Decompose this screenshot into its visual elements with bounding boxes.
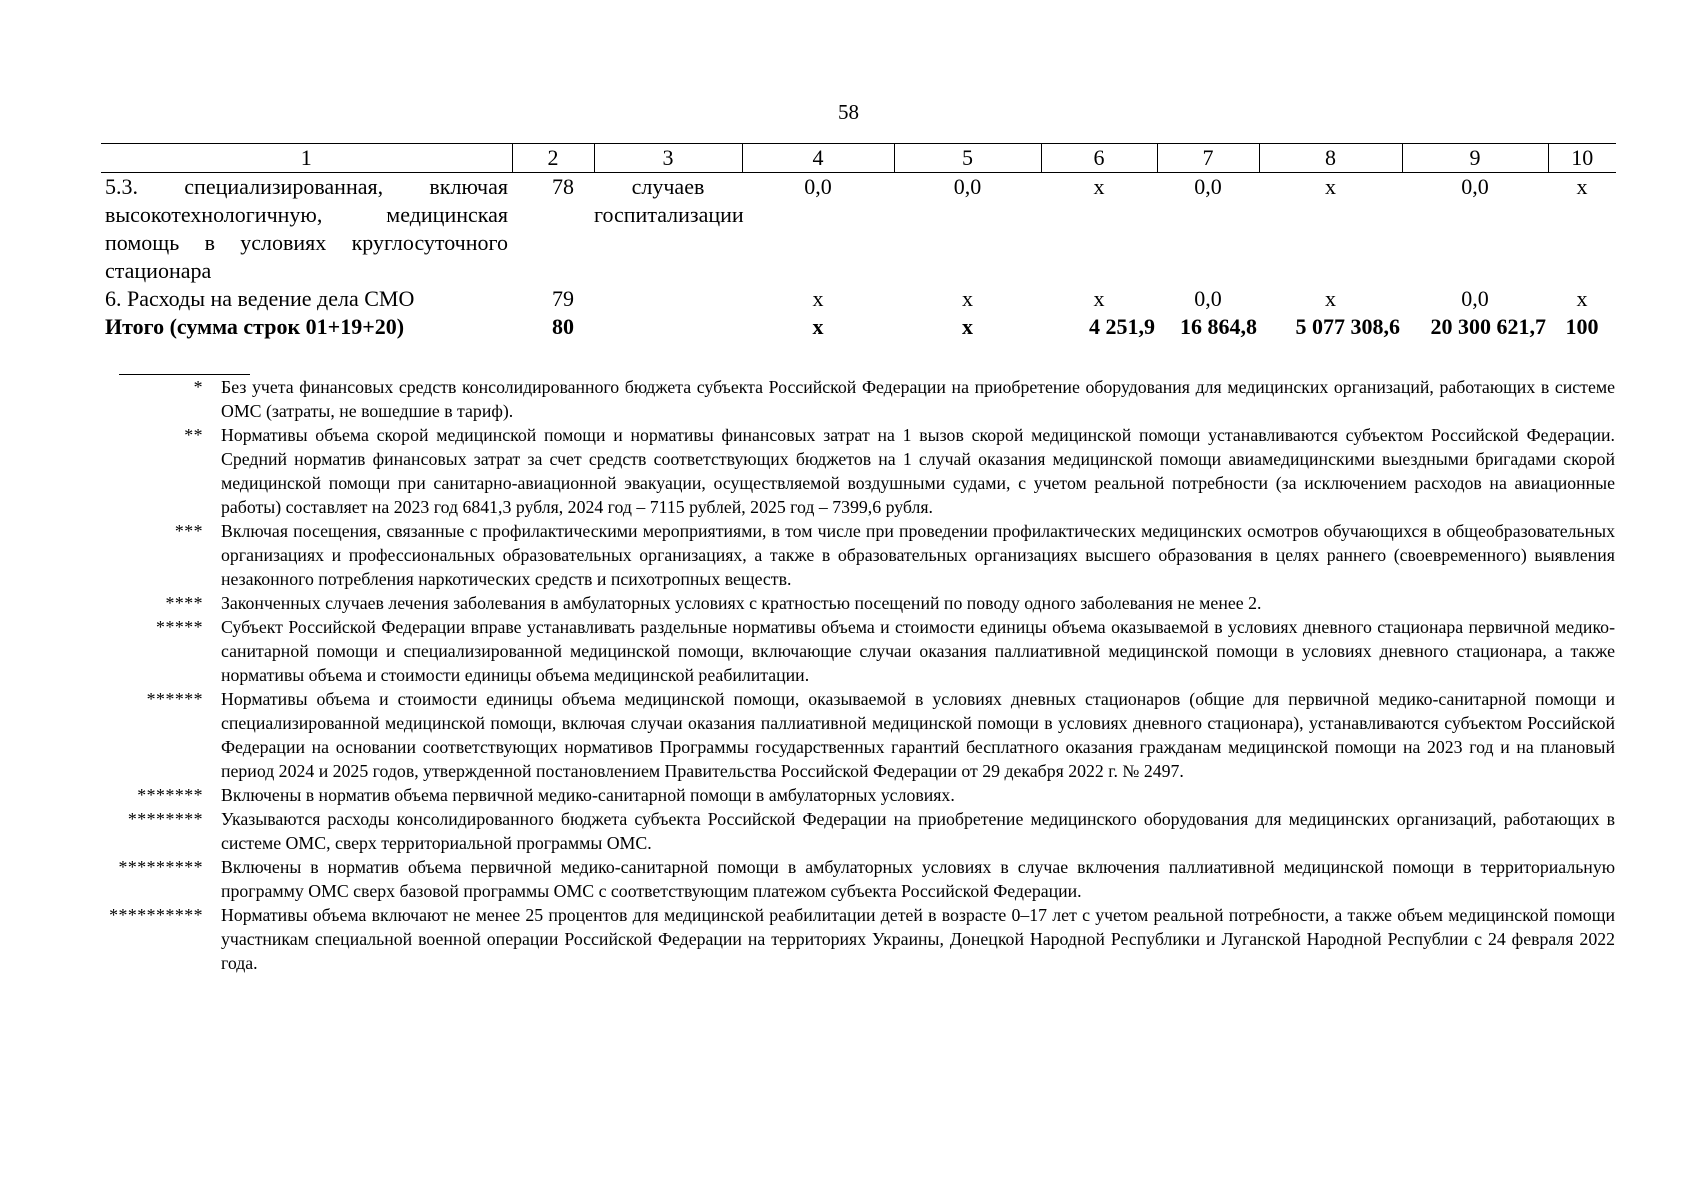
data-table	[101, 143, 1616, 341]
cell-col-4: х	[812, 286, 824, 311]
cell-col-4: х	[812, 314, 824, 339]
footnote	[80, 375, 1615, 423]
page-number: 58	[838, 100, 859, 124]
cell-col-7: 16 864,8	[1180, 314, 1257, 339]
footnote-mark: ****	[165, 593, 203, 613]
cell-col-7: 0,0	[1194, 174, 1222, 199]
footnote-text: Без учета финансовых средств консолидированного бюджета субъекта Российской Федерации на приобретение оборудования для медицинских организаций, работающих в системе ОМС (затраты, не вошедшие в тариф).	[221, 377, 1615, 421]
cell-col-10: х	[1576, 286, 1588, 311]
cell-col-8: 5 077 308,6	[1295, 314, 1400, 339]
column-header-8: 8	[1259, 144, 1402, 173]
footnote-mark: ********	[127, 809, 203, 829]
column-header-4: 4	[742, 144, 894, 173]
header-row	[101, 144, 1616, 173]
footnote	[80, 423, 1615, 519]
footnote	[80, 519, 1615, 591]
column-header-7: 7	[1157, 144, 1259, 173]
table-row-total	[101, 313, 1616, 341]
cell-col-6: 4 251,9	[1089, 314, 1155, 339]
column-header-10: 10	[1548, 144, 1616, 173]
cell-col-6: х	[1093, 286, 1105, 311]
footnote-text: Включены в норматив объема первичной медико-санитарной помощи в амбулаторных условиях в случае включения паллиативной медицинской помощи в территориальную программу ОМС сверх базовой программы ОМС с соответствующим платежом субъекта Российской Федерации.	[221, 857, 1615, 901]
row-label: 6. Расходы на ведение дела СМО	[105, 286, 415, 311]
footnote-mark: *	[193, 377, 203, 397]
cell-col-10: 100	[1565, 314, 1599, 339]
footnote-text: Нормативы объема и стоимости единицы объема медицинской помощи, оказываемой в условиях дневных стационаров (общие для первичной медико-санитарной помощи и специализированной медицинской помощи, включая случаи оказания паллиативной медицинской помощи в условиях дневного стационара), устанавливаются субъектом Российской Федерации на основании соответствующих нормативов Программы государственных гарантий бесплатного оказания гражданам медицинской помощи на 2023 год и на плановый период 2024 и 2025 годов, утвержденной постановлением Правительства Российской Федерации от 29 декабря 2022 г. № 2497.	[221, 689, 1615, 781]
footnote-text: Законченных случаев лечения заболевания в амбулаторных условиях с кратностью посещений по поводу одного заболевания не менее 2.	[221, 593, 1262, 613]
row-unit: случаев госпитализации	[594, 174, 744, 227]
footnote-mark: **********	[109, 905, 203, 925]
column-header-5: 5	[894, 144, 1041, 173]
column-header-9: 9	[1402, 144, 1548, 173]
cell-col-5: х	[962, 314, 973, 339]
cell-col-7: 0,0	[1194, 286, 1222, 311]
footnote	[80, 687, 1615, 783]
cell-col-8: х	[1325, 174, 1336, 199]
footnote-text: Субъект Российской Федерации вправе устанавливать раздельные нормативы объема и стоимости единицы объема оказываемой в условиях дневного стационара первичной медико-санитарной помощи и специализированной медицинской помощи, включающие случаи оказания паллиативной медицинской помощи в условиях дневного стационара, а также нормативы объема и стоимости единицы объема медицинской реабилитации.	[221, 617, 1615, 685]
cell-col-5: х	[962, 286, 973, 311]
footnote-text: Включая посещения, связанные с профилактическими мероприятиями, в том числе при проведении профилактических медицинских осмотров обучающихся в общеобразовательных организациях и профессиональных образовательных организациях, а также в образовательных организациях высшего образования в целях раннего (своевременного) выявления незаконного потребления наркотических средств и психотропных веществ.	[221, 521, 1615, 589]
column-header-1: 1	[101, 144, 512, 173]
cell-col-10: х	[1576, 174, 1588, 199]
column-header-6: 6	[1041, 144, 1157, 173]
row-label: Итого (сумма строк 01+19+20)	[105, 314, 405, 339]
footnote-text: Указываются расходы консолидированного бюджета субъекта Российской Федерации на приобретение медицинского оборудования для медицинских организаций, работающих в системе ОМС, сверх территориальной программы ОМС.	[221, 809, 1615, 853]
row-code: 78	[552, 174, 574, 199]
footnote-mark: ******	[146, 689, 203, 709]
footnotes	[80, 375, 1615, 975]
footnote-text: Включены в норматив объема первичной медико-санитарной помощи в амбулаторных условиях.	[221, 785, 955, 805]
row-label: 5.3. специализированная, включая высокотехнологичную, медицинская помощь в условиях круглосуточного стационара	[105, 174, 508, 283]
cell-col-6: х	[1093, 174, 1105, 199]
footnote	[80, 903, 1615, 975]
row-code: 79	[552, 286, 574, 311]
cell-col-8: х	[1325, 286, 1336, 311]
footnote-mark: **	[184, 425, 203, 445]
table-row-specialized-care	[101, 173, 1616, 286]
footnote	[80, 783, 1615, 807]
cell-col-5: 0,0	[953, 174, 982, 199]
column-header-2: 2	[512, 144, 594, 173]
footnote	[80, 807, 1615, 855]
cell-col-9: 0,0	[1461, 286, 1489, 311]
footnote	[80, 855, 1615, 903]
row-unit	[594, 313, 742, 341]
table-row-smo-expenses	[101, 285, 1616, 313]
column-header-3: 3	[594, 144, 742, 173]
footnote-mark: *****	[156, 617, 203, 637]
footnote-mark: *********	[118, 857, 203, 877]
cell-col-4: 0,0	[804, 174, 832, 199]
cell-col-9: 20 300 621,7	[1430, 314, 1546, 339]
footnote-mark: *******	[137, 785, 203, 805]
footnote-text: Нормативы объема включают не менее 25 процентов для медицинской реабилитации детей в возрасте 0–17 лет с учетом реальной потребности, а также объем медицинской помощи участникам специальной военной операции Российской Федерации на территориях Украины, Донецкой Народной Республики и Луганской Народной Республии с 24 февраля 2022 года.	[221, 905, 1615, 973]
footnote	[80, 615, 1615, 687]
footnote-mark: ***	[174, 521, 203, 541]
row-code: 80	[552, 314, 574, 339]
cell-col-9: 0,0	[1461, 174, 1489, 199]
footnote-text: Нормативы объема скорой медицинской помощи и нормативы финансовых затрат на 1 вызов скорой медицинской помощи устанавливаются субъектом Российской Федерации. Средний норматив финансовых затрат за счет средств соответствующих бюджетов на 1 случай оказания медицинской помощи авиамедицинскими выездными бригадами скорой медицинской помощи при санитарно-авиационной эвакуации, осуществляемой воздушными судами, с учетом реальной потребности (за исключением расходов на авиационные работы) составляет на 2023 год 6841,3 рубля, 2024 год – 7115 рублей, 2025 год – 7399,6 рубля.	[221, 425, 1615, 517]
row-unit	[594, 285, 742, 313]
footnote	[80, 591, 1615, 615]
